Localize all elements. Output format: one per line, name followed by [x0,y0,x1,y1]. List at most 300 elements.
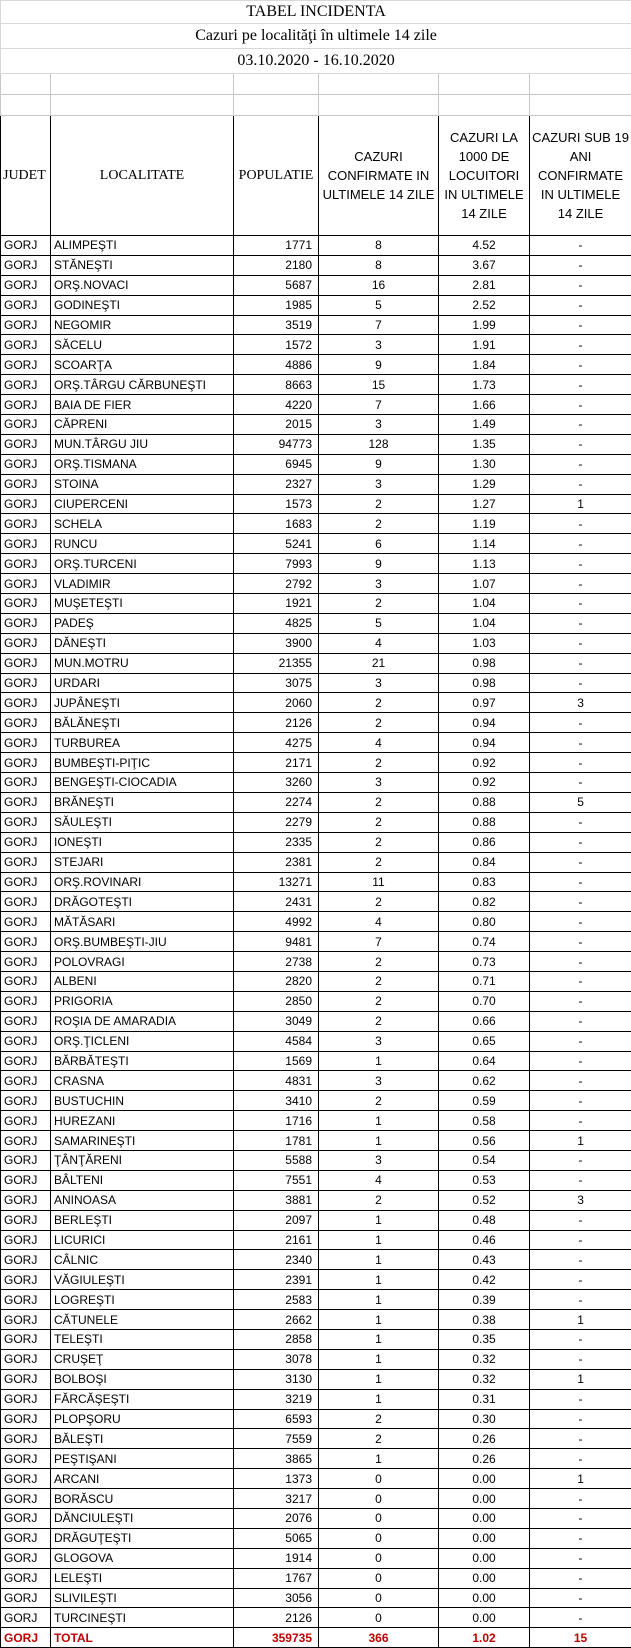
table-row [1,1349,631,1369]
cell-cazuri: 1 [319,1131,439,1151]
cell-rata: 0.94 [439,713,530,733]
cell-sub19: 1 [530,1469,631,1489]
cell-localitate: SCOARŢA [51,355,234,375]
cell-judet: GORJ [1,892,51,912]
table-row [1,633,631,653]
table-row [1,1230,631,1250]
cell-populatie: 2335 [234,832,319,852]
cell-cazuri: 1 [319,1369,439,1389]
cell-populatie: 5065 [234,1528,319,1548]
cell-rata: 0.00 [439,1568,530,1588]
table-row [1,434,631,454]
cell-cazuri: 0 [319,1588,439,1608]
cell-judet: GORJ [1,1329,51,1349]
cell-localitate: RUNCU [51,534,234,554]
cell-rata: 1.04 [439,594,530,614]
cell-populatie: 21355 [234,653,319,673]
cell-sub19: - [530,1588,631,1608]
cell-cazuri: 3 [319,1071,439,1091]
cell-judet: GORJ [1,832,51,852]
table-row [1,971,631,991]
cell-sub19: 1 [530,1369,631,1389]
cell-sub19: - [530,574,631,594]
cell-sub19: - [530,912,631,932]
cell-populatie: 2180 [234,255,319,275]
table-row [1,1489,631,1509]
cell-rata: 0.42 [439,1270,530,1290]
cell-localitate: SAMARINEŞTI [51,1131,234,1151]
cell-cazuri: 3 [319,773,439,793]
cell-localitate: ORŞ.TÂRGU CĂRBUNEŞTI [51,375,234,395]
header-localitate: LOCALITATE [51,116,234,236]
table-row [1,335,631,355]
cell-populatie: 3519 [234,315,319,335]
cell-rata: 0.00 [439,1588,530,1608]
cell-populatie: 3881 [234,1190,319,1210]
table-row [1,693,631,713]
cell-sub19: - [530,1051,631,1071]
cell-sub19: - [530,991,631,1011]
cell-rata: 0.39 [439,1290,530,1310]
cell-judet: GORJ [1,395,51,415]
cell-rata: 2.81 [439,275,530,295]
cell-cazuri: 2 [319,971,439,991]
header-cazuri: CAZURI CONFIRMATE IN ULTIMELE 14 ZILE [319,116,439,236]
cell-rata: 1.19 [439,514,530,534]
cell-populatie: 5241 [234,534,319,554]
table-row [1,1608,631,1628]
cell-localitate: ROŞIA DE AMARADIA [51,1011,234,1031]
cell-judet: GORJ [1,1349,51,1369]
cell-sub19: - [530,534,631,554]
cell-judet: GORJ [1,534,51,554]
table-row [1,474,631,494]
cell-localitate: SĂULEŞTI [51,812,234,832]
empty-cell [530,74,631,95]
cell-localitate: BUMBEŞTI-PIŢIC [51,753,234,773]
cell-cazuri: 2 [319,494,439,514]
cell-sub19: - [530,1011,631,1031]
cell-judet: GORJ [1,1150,51,1170]
cell-localitate: BĂLEŞTI [51,1429,234,1449]
cell-rata: 0.00 [439,1528,530,1548]
cell-populatie: 2381 [234,852,319,872]
cell-localitate: ALBENI [51,971,234,991]
cell-cazuri: 2 [319,792,439,812]
cell-cazuri: 11 [319,872,439,892]
cell-judet: GORJ [1,236,51,256]
cell-localitate: TURBUREA [51,733,234,753]
cell-sub19: - [530,832,631,852]
header-sub19: CAZURI SUB 19 ANI CONFIRMATE IN ULTIMELE 14 ZILE [530,116,631,236]
cell-sub19: - [530,1528,631,1548]
cell-sub19: - [530,773,631,793]
cell-sub19: - [530,1548,631,1568]
cell-cazuri: 3 [319,1150,439,1170]
cell-cazuri: 9 [319,355,439,375]
cell-cazuri: 1 [319,1389,439,1409]
cell-sub19: - [530,1568,631,1588]
cell-judet: GORJ [1,1071,51,1091]
empty-cell [439,95,530,116]
cell-populatie: 3260 [234,773,319,793]
cell-localitate: MUN.TÂRGU JIU [51,434,234,454]
header-judet: JUDET [1,116,51,236]
cell-judet: GORJ [1,494,51,514]
cell-rata: 0.98 [439,653,530,673]
cell-rata: 0.82 [439,892,530,912]
cell-localitate: BUSTUCHIN [51,1091,234,1111]
table-title: TABEL INCIDENTA [1,1,631,24]
cell-localitate: BORĂSCU [51,1489,234,1509]
cell-rata: 0.52 [439,1190,530,1210]
cell-sub19: 1 [530,494,631,514]
table-row [1,236,631,256]
cell-cazuri: 1 [319,1349,439,1369]
cell-cazuri: 3 [319,1031,439,1051]
cell-sub19: - [530,1230,631,1250]
cell-cazuri: 2 [319,1091,439,1111]
empty-cell [51,95,234,116]
cell-localitate: TELEŞTI [51,1329,234,1349]
table-row [1,395,631,415]
cell-populatie: 1781 [234,1131,319,1151]
cell-cazuri: 9 [319,554,439,574]
cell-judet: GORJ [1,673,51,693]
table-row [1,375,631,395]
cell-rata: 0.84 [439,852,530,872]
cell-populatie: 2097 [234,1210,319,1230]
cell-judet: GORJ [1,872,51,892]
cell-cazuri: 2 [319,693,439,713]
cell-judet: GORJ [1,1290,51,1310]
cell-judet: GORJ [1,255,51,275]
cell-rata: 0.71 [439,971,530,991]
cell-cazuri: 1 [319,1329,439,1349]
cell-localitate: MĂTĂSARI [51,912,234,932]
cell-populatie: 2274 [234,792,319,812]
table-row [1,1548,631,1568]
cell-localitate: ORŞ.TURCENI [51,554,234,574]
cell-sub19: - [530,1489,631,1509]
cell-rata: 1.35 [439,434,530,454]
cell-cazuri: 1 [319,1230,439,1250]
table-subtitle: Cazuri pe localităţi în ultimele 14 zile [1,24,631,49]
table-row [1,1250,631,1270]
cell-populatie: 8663 [234,375,319,395]
cell-judet: GORJ [1,415,51,435]
table-row [1,852,631,872]
cell-sub19: - [530,733,631,753]
cell-populatie: 3410 [234,1091,319,1111]
cell-judet: GORJ [1,1230,51,1250]
cell-populatie: 4584 [234,1031,319,1051]
cell-judet: GORJ [1,1608,51,1628]
cell-localitate: BENGEŞTI-CIOCADIA [51,773,234,793]
table-row [1,912,631,932]
cell-cazuri: 1 [319,1310,439,1330]
cell-rata: 0.97 [439,693,530,713]
cell-judet: GORJ [1,733,51,753]
cell-populatie: 2161 [234,1230,319,1250]
cell-rata: 1.03 [439,633,530,653]
cell-cazuri: 2 [319,594,439,614]
cell-judet: GORJ [1,1528,51,1548]
cell-cazuri: 2 [319,852,439,872]
cell-populatie: 2792 [234,574,319,594]
cell-rata: 1.73 [439,375,530,395]
cell-populatie: 1572 [234,335,319,355]
table-row [1,1270,631,1290]
cell-populatie: 94773 [234,434,319,454]
cell-judet: GORJ [1,1310,51,1330]
cell-populatie: 6945 [234,454,319,474]
cell-cazuri: 21 [319,653,439,673]
cell-judet: GORJ [1,554,51,574]
cell-judet: GORJ [1,514,51,534]
cell-sub19: - [530,1409,631,1429]
cell-populatie: 3900 [234,633,319,653]
cell-judet: GORJ [1,1170,51,1190]
table-row [1,1588,631,1608]
cell-rata: 0.64 [439,1051,530,1071]
cell-sub19: - [530,395,631,415]
table-row [1,773,631,793]
cell-sub19: 1 [530,1131,631,1151]
table-row [1,792,631,812]
cell-rata: 3.67 [439,255,530,275]
cell-judet: GORJ [1,852,51,872]
cell-populatie: 2391 [234,1270,319,1290]
cell-cazuri: 2 [319,1429,439,1449]
table-row [1,613,631,633]
cell-sub19: - [530,1608,631,1628]
table-row [1,355,631,375]
cell-cazuri: 0 [319,1548,439,1568]
cell-localitate: VLADIMIR [51,574,234,594]
cell-sub19: - [530,454,631,474]
cell-judet: GORJ [1,792,51,812]
cell-localitate: LOGREŞTI [51,1290,234,1310]
cell-cazuri: 2 [319,832,439,852]
cell-populatie: 2850 [234,991,319,1011]
cell-populatie: 2738 [234,952,319,972]
empty-cell [319,95,439,116]
cell-localitate: ORŞ.TISMANA [51,454,234,474]
cell-sub19: - [530,415,631,435]
empty-cell [1,74,51,95]
cell-localitate: CÂLNIC [51,1250,234,1270]
cell-sub19: - [530,932,631,952]
cell-populatie: 2279 [234,812,319,832]
cell-cazuri: 1 [319,1111,439,1131]
cell-cazuri: 2 [319,952,439,972]
cell-cazuri: 7 [319,932,439,952]
cell-sub19: - [530,474,631,494]
table-row [1,1111,631,1131]
table-row [1,1091,631,1111]
cell-sub19: - [530,633,631,653]
cell-populatie: 1373 [234,1469,319,1489]
cell-sub19: - [530,554,631,574]
table-row [1,275,631,295]
cell-localitate: URDARI [51,673,234,693]
cell-localitate: CRUŞEŢ [51,1349,234,1369]
total-cell-populatie: 359735 [234,1628,319,1648]
cell-localitate: MUN.MOTRU [51,653,234,673]
cell-populatie: 1767 [234,1568,319,1588]
cell-judet: GORJ [1,693,51,713]
cell-localitate: PLOPŞORU [51,1409,234,1429]
cell-sub19: - [530,1429,631,1449]
cell-populatie: 3075 [234,673,319,693]
cell-rata: 1.13 [439,554,530,574]
cell-populatie: 1921 [234,594,319,614]
cell-rata: 0.66 [439,1011,530,1031]
cell-localitate: ORŞ.BUMBEŞTI-JIU [51,932,234,952]
table-row [1,1011,631,1031]
cell-judet: GORJ [1,971,51,991]
cell-populatie: 2820 [234,971,319,991]
cell-judet: GORJ [1,753,51,773]
cell-rata: 0.26 [439,1449,530,1469]
table-row [1,1310,631,1330]
cell-populatie: 7559 [234,1429,319,1449]
cell-rata: 0.94 [439,733,530,753]
table-row [1,295,631,315]
cell-judet: GORJ [1,1429,51,1449]
cell-localitate: NEGOMIR [51,315,234,335]
cell-localitate: HUREZANI [51,1111,234,1131]
total-cell-sub19: 15 [530,1628,631,1648]
table-row [1,653,631,673]
cell-populatie: 1985 [234,295,319,315]
cell-populatie: 9481 [234,932,319,952]
cell-populatie: 3056 [234,1588,319,1608]
cell-localitate: LICURICI [51,1230,234,1250]
cell-rata: 0.46 [439,1230,530,1250]
cell-sub19: - [530,236,631,256]
table-row [1,1131,631,1151]
cell-localitate: BĂRBĂTEŞTI [51,1051,234,1071]
cell-judet: GORJ [1,1409,51,1429]
cell-cazuri: 2 [319,514,439,534]
cell-judet: GORJ [1,335,51,355]
cell-sub19: - [530,812,631,832]
cell-cazuri: 6 [319,534,439,554]
cell-sub19: - [530,355,631,375]
cell-localitate: STEJARI [51,852,234,872]
total-cell-judet: GORJ [1,1628,51,1648]
cell-localitate: DĂNEŞTI [51,633,234,653]
cell-sub19: 1 [530,1310,631,1330]
cell-judet: GORJ [1,1369,51,1389]
table-row [1,1031,631,1051]
cell-cazuri: 2 [319,1190,439,1210]
cell-judet: GORJ [1,355,51,375]
cell-rata: 4.52 [439,236,530,256]
cell-sub19: 5 [530,792,631,812]
cell-sub19: - [530,971,631,991]
cell-sub19: - [530,255,631,275]
cell-rata: 0.48 [439,1210,530,1230]
cell-populatie: 2340 [234,1250,319,1270]
cell-populatie: 2171 [234,753,319,773]
cell-cazuri: 3 [319,574,439,594]
cell-localitate: MUŞETEŞTI [51,594,234,614]
cell-localitate: ORŞ.ŢICLENI [51,1031,234,1051]
table-row [1,315,631,335]
cell-localitate: GODINEŞTI [51,295,234,315]
cell-populatie: 7993 [234,554,319,574]
table-row [1,454,631,474]
table-row [1,832,631,852]
empty-cell [234,74,319,95]
cell-localitate: BOLBOŞI [51,1369,234,1389]
cell-rata: 1.14 [439,534,530,554]
table-row [1,1210,631,1230]
cell-sub19: - [530,1111,631,1131]
cell-judet: GORJ [1,474,51,494]
empty-cell [319,74,439,95]
cell-sub19: - [530,335,631,355]
cell-sub19: - [530,673,631,693]
cell-cazuri: 1 [319,1210,439,1230]
cell-localitate: SLIVILEŞTI [51,1588,234,1608]
cell-localitate: CĂTUNELE [51,1310,234,1330]
cell-localitate: ALIMPEŞTI [51,236,234,256]
cell-judet: GORJ [1,713,51,733]
cell-localitate: ORŞ.NOVACI [51,275,234,295]
table-row [1,1190,631,1210]
total-cell-cazuri: 366 [319,1628,439,1648]
cell-localitate: ORŞ.ROVINARI [51,872,234,892]
cell-populatie: 13271 [234,872,319,892]
cell-populatie: 1573 [234,494,319,514]
empty-cell [439,74,530,95]
cell-cazuri: 8 [319,236,439,256]
cell-localitate: POLOVRAGI [51,952,234,972]
table-row [1,574,631,594]
table-row [1,733,631,753]
cell-localitate: DĂNCIULEŞTI [51,1509,234,1529]
table-row [1,594,631,614]
cell-cazuri: 1 [319,1270,439,1290]
table-row [1,1568,631,1588]
empty-cell [530,95,631,116]
cell-populatie: 4825 [234,613,319,633]
table-row [1,1290,631,1310]
cell-judet: GORJ [1,295,51,315]
table-row [1,415,631,435]
cell-rata: 1.04 [439,613,530,633]
cell-judet: GORJ [1,594,51,614]
table-row [1,713,631,733]
cell-localitate: SĂCELU [51,335,234,355]
cell-cazuri: 15 [319,375,439,395]
cell-populatie: 1771 [234,236,319,256]
cell-rata: 1.66 [439,395,530,415]
cell-populatie: 2858 [234,1329,319,1349]
cell-rata: 0.43 [439,1250,530,1270]
table-row [1,932,631,952]
cell-cazuri: 0 [319,1568,439,1588]
cell-sub19: - [530,514,631,534]
cell-localitate: BERLEŞTI [51,1210,234,1230]
cell-localitate: STOINA [51,474,234,494]
cell-rata: 1.91 [439,335,530,355]
cell-populatie: 1716 [234,1111,319,1131]
